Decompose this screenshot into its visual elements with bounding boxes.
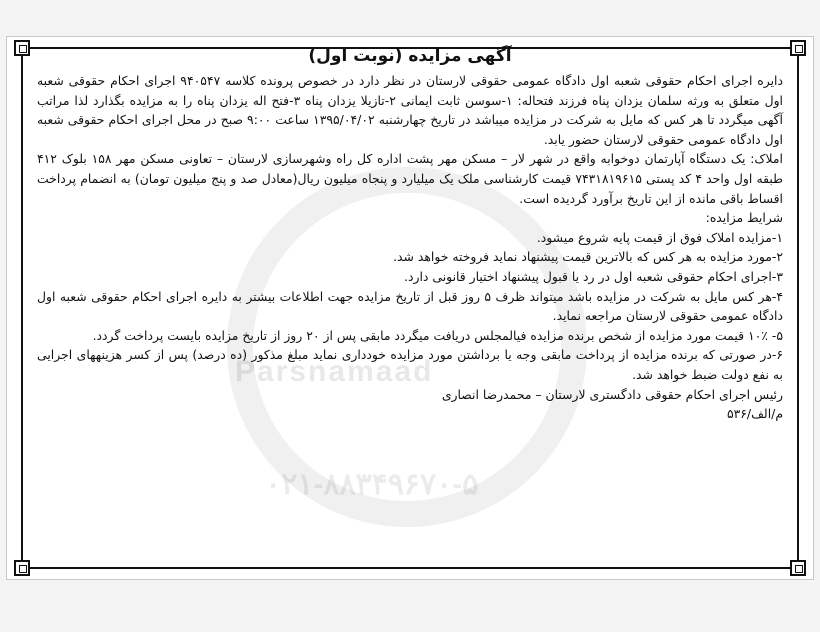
condition-item: ۴-هر کس مایل به شرکت در مزایده باشد میتواند ظرف ۵ روز قبل از تاریخ مزایده جهت اطلاعات بیشتر به دایره اجرای احکام حقوقی شعبه اول دادگاه عمومی حقوقی لارستان مراجعه نماید.: [37, 288, 783, 324]
intro-paragraph: دایره اجرای احکام حقوقی شعبه اول دادگاه عمومی حقوقی لارستان در نظر دارد در خصوص پرونده کلاسه ۹۴۰۵۴۷ اجرای احکام حقوقی شعبه اول متعلق به ورثه سلمان یزدان پناه فرزند فتحاله: ۱-سوسن ثابت ایمانی ۲-تازیلا یزدان پناه ۳-فتح اله یزدان پناه را به مزایده بگذارد لذا مراتب آگهی میگردد تا هر کس که مایل به شرکت در مزایده میباشد در تاریخ چهارشنبه ۱۳۹۵/۰۴/۰۲ ساعت ۹:۰۰ صبح در محل اجرای احکام حقوقی شعبه اول دادگاه عمومی حقوقی لارستان حضور یابد.: [37, 73, 783, 147]
property-paragraph: املاک: یک دستگاه آپارتمان دوخوابه واقع در شهر لار – مسکن مهر پشت اداره کل راه وشهرسازی لارستان – تعاونی مسکن مهر ۱۵۸ بلوک ۴۱۲ طبقه اول واحد ۴ کد پستی ۷۴۳۱۸۱۹۶۱۵ قیمت کارشناسی ملک یک میلیارد و پنجاه میلیون ریال(معادل صد و پنج میلیون تومان) به انضمام پرداخت اقساط باقی مانده از این تاریخ برآورد گردیده است.: [37, 151, 783, 206]
corner-ornament: [14, 560, 30, 576]
watermark-brand: Parsnamaad: [235, 355, 434, 388]
condition-item: ۲-مورد مزایده به هر کس که بالاترین قیمت پیشنهاد نماید فروخته خواهد شد.: [393, 249, 783, 265]
corner-ornament: [790, 40, 806, 56]
auction-notice: [6, 36, 814, 580]
condition-item: ۱-مزایده املاک فوق از قیمت پایه شروع میشود.: [536, 229, 783, 245]
condition-item: ۳-اجرای احکام حقوقی شعبه اول در رد یا قبول پیشنهاد اختیار قانونی دارد.: [404, 268, 783, 284]
corner-ornament: [790, 560, 806, 576]
conditions-heading: شرایط مزایده:: [705, 210, 783, 226]
reference-number: م/الف/۵۳۶: [726, 406, 783, 422]
condition-item: ۵- ۱۰٪ قیمت مورد مزایده از شخص برنده مزایده فیالمجلس دریافت میگردد مابقی پس از ۲۰ روز از تاریخ مزایده بایست پرداخت گردد.: [92, 327, 783, 343]
condition-item: ۶-در صورتی که برنده مزایده از پرداخت مابقی وجه یا برداشتن مورد مزایده خودداری نماید مبلغ مذکور (ده درصد) پس از کسر هزینههای اجرایی به نفع دولت ضبط خواهد شد.: [37, 347, 783, 382]
watermark-phone: ۰۲۱-۸۸۳۴۹۶۷۰-۵: [265, 468, 479, 501]
signature-line: رئیس اجرای احکام حقوقی دادگستری لارستان – محمدرضا انصاری: [441, 386, 783, 402]
notice-title: آگهی مزایده (نوبت اول): [308, 46, 512, 66]
corner-ornament: [14, 40, 30, 56]
notice-body: [37, 43, 783, 424]
